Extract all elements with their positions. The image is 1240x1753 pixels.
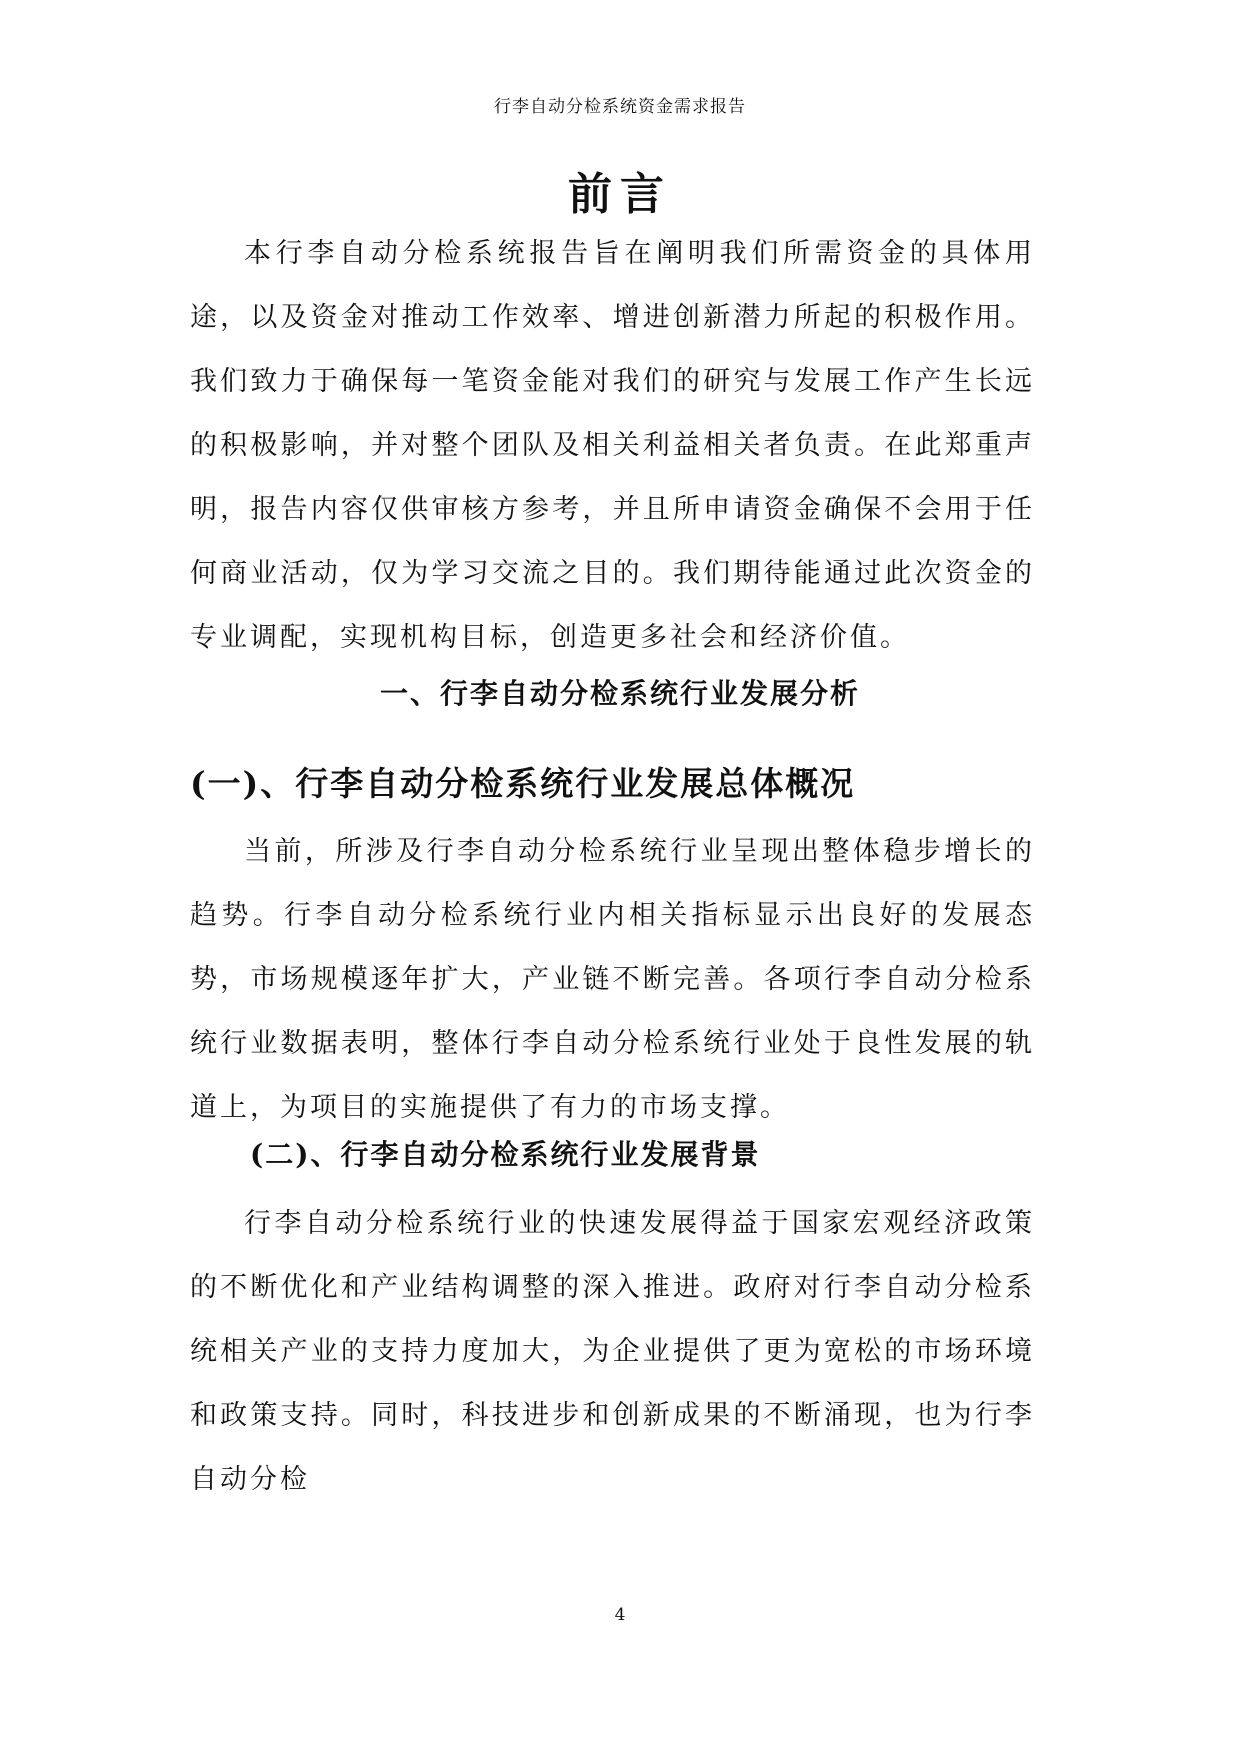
- subsection-heading-1: (一)、行李自动分检系统行业发展总体概况: [190, 764, 856, 803]
- page-number: 4: [614, 1605, 626, 1625]
- section-heading: 一、行李自动分检系统行业发展分析: [379, 677, 860, 710]
- preface-title: 前言: [568, 169, 672, 220]
- subsection-heading-2: (二)、行李自动分检系统行业发展背景: [250, 1138, 761, 1171]
- subsection-2-paragraph: 行李自动分检系统行业的快速发展得益于国家宏观经济政策的不断优化和产业结构调整的深入推进。政府对行李自动分检系统相关产业的支持力度加大，为企业提供了更为宽松的市场环境和政策支持。同时，科技进步和创新成果的不断涌现，也为行李自动分检: [190, 1208, 1035, 1495]
- running-header: 行李自动分检系统资金需求报告: [494, 97, 746, 117]
- preface-paragraph: 本行李自动分检系统报告旨在阐明我们所需资金的具体用途，以及资金对推动工作效率、增进创新潜力所起的积极作用。我们致力于确保每一笔资金能对我们的研究与发展工作产生长远的积极影响，并对整个团队及相关利益相关者负责。在此郑重声明，报告内容仅供审核方参考，并且所申请资金确保不会用于任何商业活动，仅为学习交流之目的。我们期待能通过此次资金的专业调配，实现机构目标，创造更多社会和经济价值。: [190, 238, 1035, 653]
- subsection-1-paragraph: 当前，所涉及行李自动分检系统行业呈现出整体稳步增长的趋势。行李自动分检系统行业内相关指标显示出良好的发展态势，市场规模逐年扩大，产业链不断完善。各项行李自动分检系统行业数据表明，整体行李自动分检系统行业处于良性发展的轨道上，为项目的实施提供了有力的市场支撑。: [190, 836, 1035, 1123]
